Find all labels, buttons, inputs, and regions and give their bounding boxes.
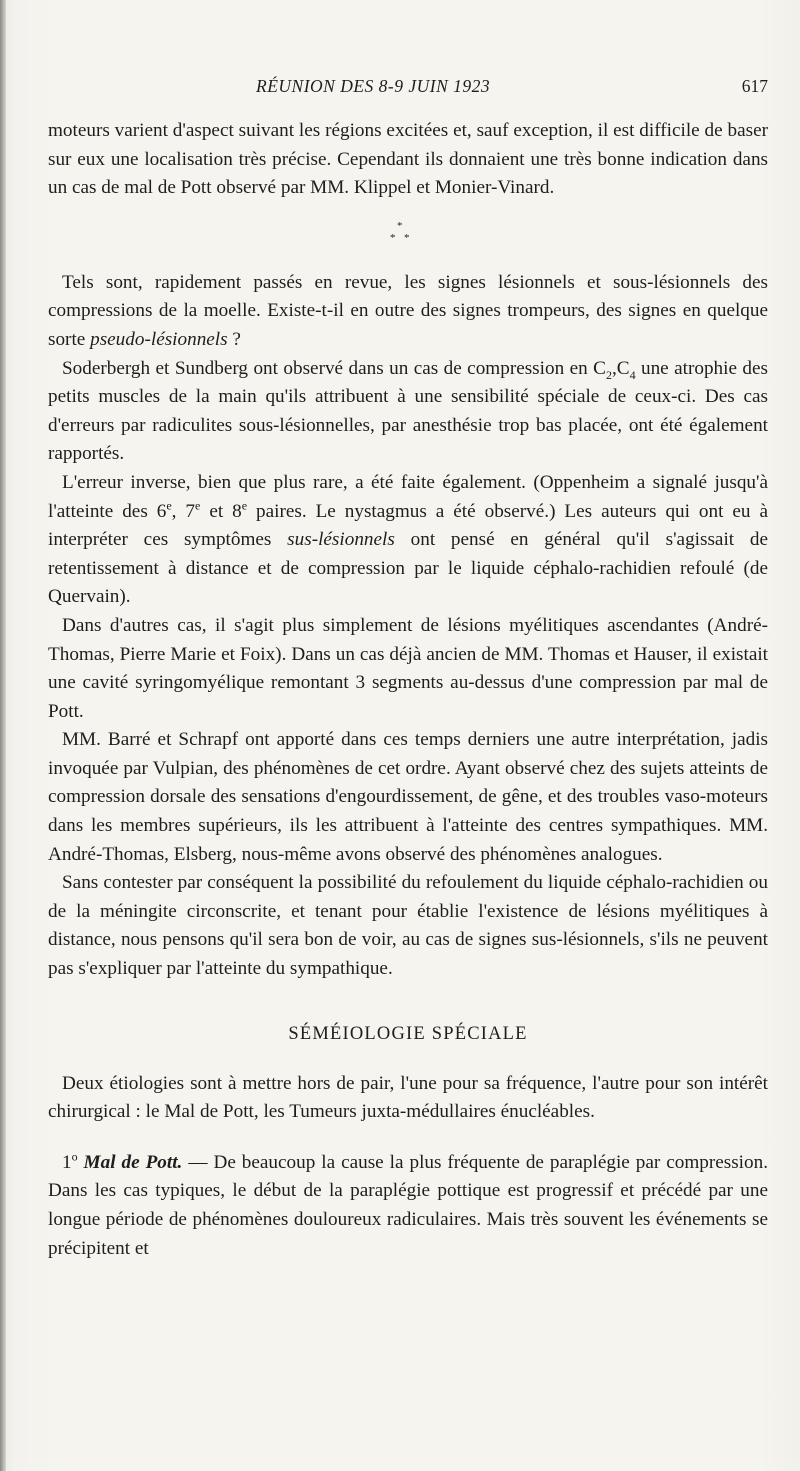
paragraph-3-text: ,C	[611, 357, 630, 379]
superscript: o	[71, 1149, 78, 1164]
paragraph-4-text: paires. Le nystagmus a été observé.) Les auteurs qui ont eu à interpréter ces symptômes	[48, 500, 768, 551]
paragraph-9-text: — De beaucoup la cause la plus fréquente de paraplégie par compression. Dans les cas typiques, le début de la paraplégie pottique est progressif et précédé par une longue période de phénomènes douloureux radiculaires. Mais très souvent les événements se précipitent et	[48, 1151, 768, 1259]
item-number: 1	[62, 1151, 72, 1173]
paragraph-2-end: ?	[227, 328, 241, 350]
paragraph-4-text: L'erreur inverse, bien que plus rare, a été faite également. (Oppenheim a signalé jusqu'à l'atteinte des 6	[48, 471, 768, 522]
running-head: RÉUNION DES 8-9 JUIN 1923	[256, 76, 491, 96]
separator-star: *	[390, 231, 396, 244]
separator-star: *	[397, 219, 403, 232]
paragraph-2	[48, 269, 768, 355]
superscript: e	[241, 498, 248, 513]
paragraph-5: Dans d'autres cas, il s'agit plus simplement de lésions myélitiques ascendantes (André-Thomas, Pierre Marie et Foix). Dans un cas déjà ancien de MM. Thomas et Hauser, il existait une cavité syringomyélique remontant 3 segments au-dessus d'une compression par mal de Pott.	[48, 614, 768, 722]
paragraph-gap	[48, 1127, 768, 1149]
paragraph-4	[48, 469, 768, 612]
paragraph-2-emphasis: pseudo-lésionnels	[90, 328, 228, 350]
paragraph-9	[48, 1149, 768, 1263]
paragraph-3-text: Soderbergh et Sundberg ont observé dans un cas de compression en C	[62, 357, 606, 379]
paragraph-4-emphasis: sus-lésionnels	[287, 529, 395, 551]
paragraph-7: Sans contester par conséquent la possibilité du refoulement du liquide céphalo-rachidien ou de la méningite circonscrite, et tenant pour établie l'existence de lésions myélitiques à distance, nous pensons qu'il sera bon de voir, au cas de signes sus-lésionnels, s'ils ne peuvent pas s'expliquer par l'atteinte du sympathique.	[48, 872, 768, 980]
paragraph-1: moteurs varient d'aspect suivant les régions excitées et, sauf exception, il est difficile de baser sur eux une localisation très précise. Cependant ils donnaient une très bonne indication dans un cas de mal de Pott observé par MM. Klippel et Monier-Vinard.	[48, 120, 768, 199]
paragraph-4-text: , 7	[171, 500, 196, 522]
page-number: 617	[741, 76, 768, 96]
paragraph-6: MM. Barré et Schrapf ont apporté dans ces temps derniers une autre interprétation, jadis invoquée par Vulpian, des phénomènes de cet ordre. Ayant observé chez des sujets atteints de compression dorsale des sensations d'engourdissement, de gêne, et des troubles vaso-moteurs dans les membres supérieurs, ils les attribuent à l'atteinte des centres sympathiques. MM. André-Thomas, Elsberg, nous-même avons observé des phénomènes analogues.	[48, 729, 768, 865]
page-header	[48, 76, 768, 104]
binding-edge	[0, 0, 6, 1471]
subscript: 2	[605, 367, 612, 382]
paragraph-4-text: et 8	[200, 500, 242, 522]
paragraph-2-text: Tels sont, rapidement passés en revue, les signes lésionnels et sous-lésionnels des compressions de la moelle. Existe-t-il en outre des signes trompeurs, des signes en quelque sorte	[48, 271, 768, 350]
paragraph-4-text: ont pensé en général qu'il s'agissait de retentissement à distance et de compression par le liquide céphalo-rachidien refoulé (de Quervain).	[48, 529, 769, 608]
body-text	[48, 117, 768, 1263]
section-separator	[48, 203, 768, 269]
section-title: SÉMÉIOLOGIE SPÉCIALE	[288, 1023, 528, 1044]
separator-star: *	[404, 231, 410, 244]
superscript: e	[195, 498, 201, 513]
paragraph-3-text: une atrophie des petits muscles de la main qu'ils attribuent à une sensibilité spéciale de ceux-ci. Des cas d'erreurs par radiculites sous-lésionnelles, par anesthésie trop bas placée, ont été également rapportés.	[48, 357, 769, 465]
paragraph-8: Deux étiologies sont à mettre hors de pair, l'une pour sa fréquence, l'autre pour son intérêt chirurgical : le Mal de Pott, les Tumeurs juxta-médullaires énucléables.	[48, 1072, 768, 1123]
paragraph-3	[48, 355, 768, 469]
subsection-title: Mal de Pott.	[77, 1151, 183, 1173]
superscript: e	[166, 498, 172, 513]
subscript: 4	[629, 367, 636, 382]
